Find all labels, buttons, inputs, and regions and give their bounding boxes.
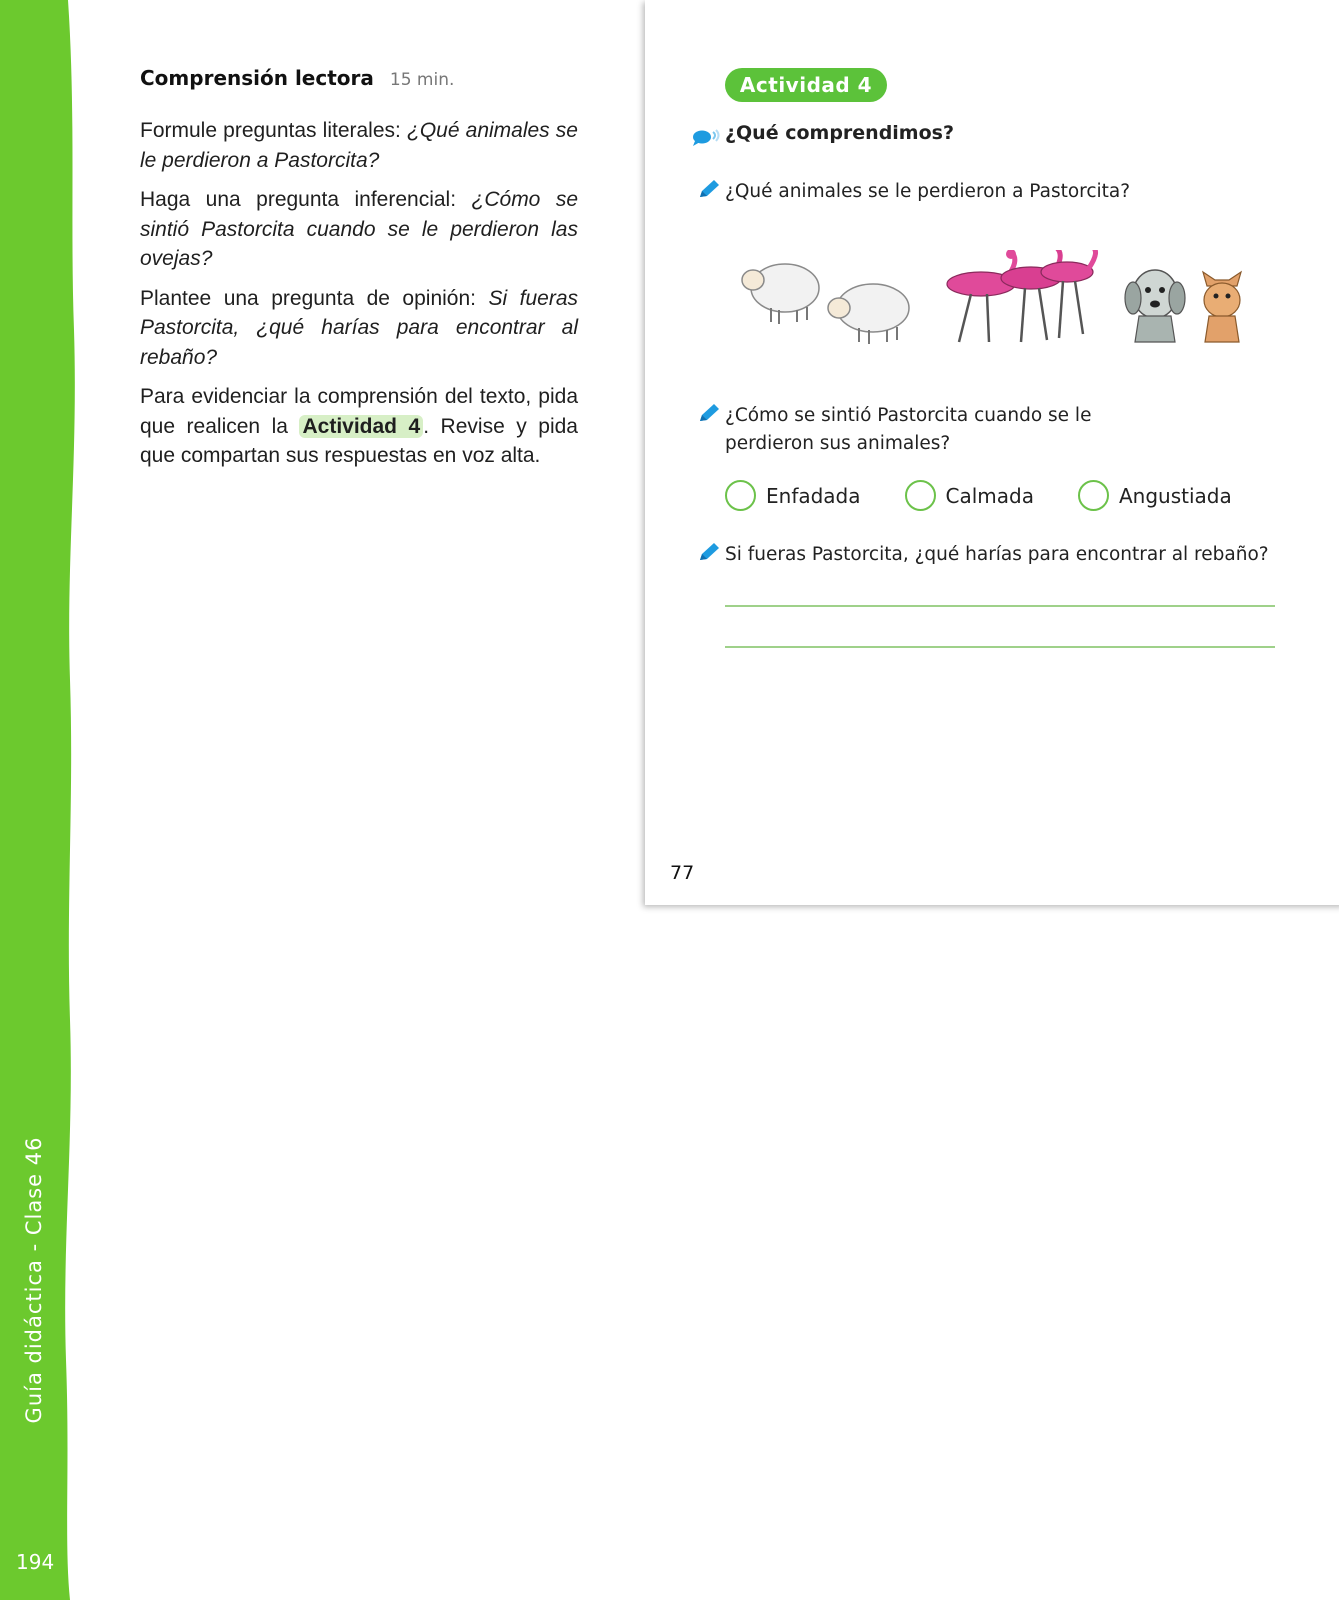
option-label: Calmada: [945, 483, 1034, 508]
workbook-page: [645, 0, 1339, 905]
p2-text: Haga una pregunta inferencial:: [140, 188, 472, 211]
activity-highlight: Actividad 4: [299, 415, 423, 438]
pencil-icon: [697, 178, 721, 200]
answer-line[interactable]: [725, 646, 1275, 648]
feeling-options: [725, 480, 1276, 511]
radio-circle[interactable]: [1078, 480, 1109, 511]
pencil-icon: [697, 402, 721, 424]
animals-illustration: [735, 250, 1255, 360]
flamingo-illustration: [1041, 250, 1096, 338]
literal-question-paragraph: [140, 116, 578, 175]
option-calmada[interactable]: [905, 480, 1034, 511]
p4-text-a: Para evidenciar la comprensión del texto, pida que realicen la: [140, 385, 578, 438]
section-heading: Comprensión lectora: [140, 66, 374, 90]
sidebar-band: [0, 0, 80, 1600]
guide-class-label: Guía didáctica - Clase 46: [22, 1136, 46, 1424]
question-feelings: ¿Cómo se sintió Pastorcita cuando se le perdieron sus animales?: [725, 405, 1092, 454]
option-label: Angustiada: [1118, 483, 1232, 508]
inferential-question-paragraph: [140, 185, 578, 274]
answer-line[interactable]: [725, 605, 1275, 607]
opinion-question-paragraph: [140, 284, 578, 373]
p4-text-b: . Revise y pida que compartan sus respuestas en voz alta.: [140, 414, 578, 467]
dog-illustration: [1125, 270, 1185, 342]
option-enfadada[interactable]: [725, 480, 861, 511]
duration-label: 15 min.: [389, 70, 455, 90]
option-angustiada[interactable]: [1078, 480, 1232, 511]
p1-question: ¿Qué animales se le perdieron a Pastorcita?: [140, 119, 578, 172]
workbook-page-number: 77: [670, 862, 695, 884]
question-animals: ¿Qué animales se le perdieron a Pastorcita?: [725, 181, 1131, 202]
p1-text: Formule preguntas literales:: [140, 119, 407, 142]
left-page-number: 194: [16, 1550, 55, 1574]
activity-badge: Actividad 4: [725, 68, 887, 102]
activity-instruction-paragraph: [140, 382, 578, 471]
speech-bubble-icon: [691, 127, 721, 147]
sheep-illustration: [828, 284, 909, 344]
p3-text: Plantee una pregunta de opinión:: [140, 286, 489, 310]
teaching-notes: [140, 66, 578, 481]
radio-circle[interactable]: [725, 480, 756, 511]
section-title: [140, 66, 578, 90]
question-opinion: Si fueras Pastorcita, ¿qué harías para encontrar al rebaño?: [725, 544, 1269, 565]
p3-question: Si fueras Pastorcita, ¿qué harías para encontrar al rebaño?: [140, 286, 578, 369]
cat-illustration: [1203, 272, 1241, 342]
option-label: Enfadada: [766, 483, 861, 508]
radio-circle[interactable]: [905, 480, 936, 511]
comprehension-heading: ¿Qué comprendimos?: [725, 122, 954, 144]
sheep-illustration: [742, 264, 819, 324]
p2-question: ¿Cómo se sintió Pastorcita cuando se le perdieron las ovejas?: [140, 188, 578, 270]
flamingo-illustration: [947, 250, 1016, 342]
pencil-icon: [697, 541, 721, 563]
